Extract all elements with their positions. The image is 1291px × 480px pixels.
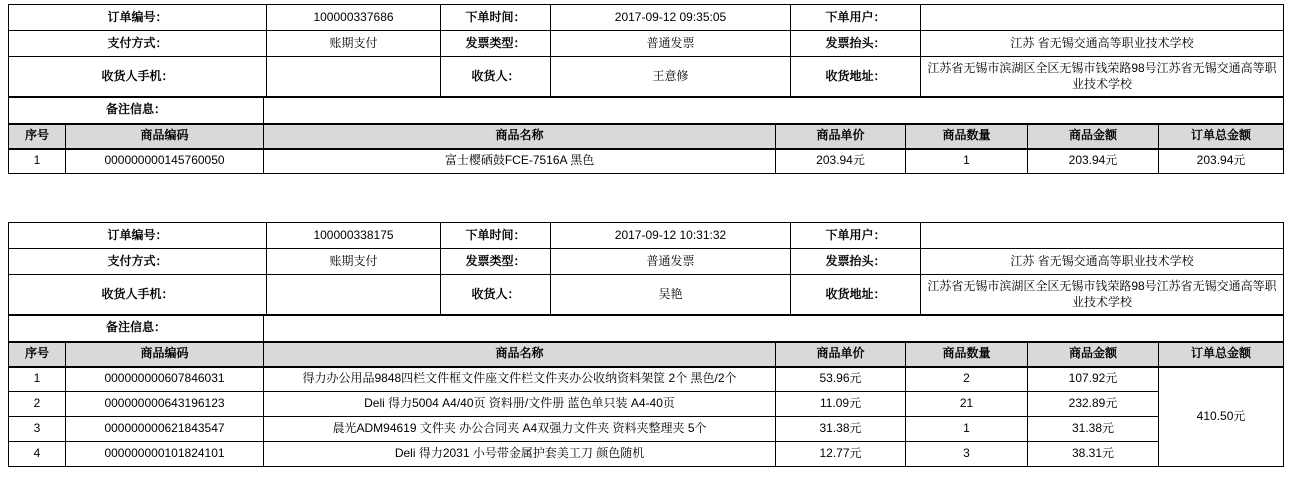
address-label: 收货地址： (791, 275, 921, 315)
order-total-value: 203.94元 (1159, 149, 1284, 174)
col-amount: 商品金额 (1028, 342, 1159, 367)
receiver-value: 吴艳 (551, 275, 791, 315)
item-index: 1 (9, 149, 66, 174)
order-block-1 (8, 4, 1283, 174)
item-code: 000000000145760050 (66, 149, 264, 174)
order-items-table-2 (8, 315, 1284, 467)
order-no-label: 订单编号： (9, 223, 267, 249)
payment-value: 账期支付 (267, 31, 441, 57)
order-info-row (9, 223, 1284, 249)
order-info-row (9, 31, 1284, 57)
order-user-label: 下单用户： (791, 223, 921, 249)
invoice-type-value: 普通发票 (551, 249, 791, 275)
order-info-table-2 (8, 222, 1284, 315)
address-value: 江苏省无锡市滨湖区全区无锡市钱荣路98号江苏省无锡交通高等职业技术学校 (921, 57, 1284, 97)
order-items-table-1 (8, 97, 1284, 174)
item-qty: 2 (906, 367, 1028, 392)
order-user-label: 下单用户： (791, 5, 921, 31)
order-info-table-1 (8, 4, 1284, 97)
col-price: 商品单价 (776, 342, 906, 367)
item-amount: 232.89元 (1028, 392, 1159, 417)
remark-row (9, 98, 1284, 124)
phone-value (267, 57, 441, 97)
item-qty: 21 (906, 392, 1028, 417)
item-row (9, 149, 1284, 174)
order-no-label: 订单编号： (9, 5, 267, 31)
item-amount: 107.92元 (1028, 367, 1159, 392)
item-name: 富士樱硒鼓FCE-7516A 黑色 (264, 149, 776, 174)
item-name: Deli 得力5004 A4/40页 资料册/文件册 蓝色单只装 A4-40页 (264, 392, 776, 417)
invoice-title-value: 江苏 省无锡交通高等职业技术学校 (921, 31, 1284, 57)
spacer (8, 174, 1283, 222)
address-value: 江苏省无锡市滨湖区全区无锡市钱荣路98号江苏省无锡交通高等职业技术学校 (921, 275, 1284, 315)
item-amount: 203.94元 (1028, 149, 1159, 174)
col-name: 商品名称 (264, 124, 776, 149)
col-index: 序号 (9, 124, 66, 149)
receiver-label: 收货人： (441, 275, 551, 315)
payment-label: 支付方式： (9, 249, 267, 275)
item-code: 000000000621843547 (66, 417, 264, 442)
phone-value (267, 275, 441, 315)
col-code: 商品编码 (66, 124, 264, 149)
remark-label: 备注信息： (9, 98, 264, 124)
invoice-title-label: 发票抬头： (791, 249, 921, 275)
item-row (9, 367, 1284, 392)
receiver-label: 收货人： (441, 57, 551, 97)
order-info-row (9, 57, 1284, 97)
col-price: 商品单价 (776, 124, 906, 149)
phone-label: 收货人手机： (9, 275, 267, 315)
item-code: 000000000101824101 (66, 442, 264, 467)
col-qty: 商品数量 (906, 342, 1028, 367)
item-index: 2 (9, 392, 66, 417)
address-label: 收货地址： (791, 57, 921, 97)
item-qty: 1 (906, 149, 1028, 174)
col-qty: 商品数量 (906, 124, 1028, 149)
payment-value: 账期支付 (267, 249, 441, 275)
remark-value (264, 316, 1284, 342)
remark-label: 备注信息： (9, 316, 264, 342)
invoice-type-label: 发票类型： (441, 31, 551, 57)
item-row (9, 442, 1284, 467)
item-index: 3 (9, 417, 66, 442)
order-no-value: 100000337686 (267, 5, 441, 31)
item-qty: 1 (906, 417, 1028, 442)
item-price: 31.38元 (776, 417, 906, 442)
item-qty: 3 (906, 442, 1028, 467)
item-row (9, 392, 1284, 417)
item-code: 000000000607846031 (66, 367, 264, 392)
item-code: 000000000643196123 (66, 392, 264, 417)
invoice-type-value: 普通发票 (551, 31, 791, 57)
order-no-value: 100000338175 (267, 223, 441, 249)
item-amount: 31.38元 (1028, 417, 1159, 442)
order-info-row (9, 249, 1284, 275)
item-name: 得力办公用品9848四栏文件框文件座文件栏文件夹办公收纳资料架筐 2个 黑色/2个 (264, 367, 776, 392)
item-price: 12.77元 (776, 442, 906, 467)
col-order-total: 订单总金额 (1159, 342, 1284, 367)
items-header-row (9, 124, 1284, 149)
col-index: 序号 (9, 342, 66, 367)
col-code: 商品编码 (66, 342, 264, 367)
payment-label: 支付方式： (9, 31, 267, 57)
item-index: 1 (9, 367, 66, 392)
item-price: 203.94元 (776, 149, 906, 174)
invoice-title-value: 江苏 省无锡交通高等职业技术学校 (921, 249, 1284, 275)
item-row (9, 417, 1284, 442)
order-user-value (921, 223, 1284, 249)
order-time-value: 2017-09-12 09:35:05 (551, 5, 791, 31)
item-price: 11.09元 (776, 392, 906, 417)
order-info-row (9, 5, 1284, 31)
order-time-label: 下单时间： (441, 5, 551, 31)
remark-value (264, 98, 1284, 124)
invoice-title-label: 发票抬头： (791, 31, 921, 57)
remark-row (9, 316, 1284, 342)
order-user-value (921, 5, 1284, 31)
receiver-value: 王意修 (551, 57, 791, 97)
order-info-row (9, 275, 1284, 315)
order-time-label: 下单时间： (441, 223, 551, 249)
invoice-type-label: 发票类型： (441, 249, 551, 275)
order-time-value: 2017-09-12 10:31:32 (551, 223, 791, 249)
items-header-row (9, 342, 1284, 367)
col-name: 商品名称 (264, 342, 776, 367)
item-amount: 38.31元 (1028, 442, 1159, 467)
order-total-value: 410.50元 (1159, 367, 1284, 467)
phone-label: 收货人手机： (9, 57, 267, 97)
col-order-total: 订单总金额 (1159, 124, 1284, 149)
item-index: 4 (9, 442, 66, 467)
item-price: 53.96元 (776, 367, 906, 392)
order-block-2 (8, 222, 1283, 467)
item-name: 晨光ADM94619 文件夹 办公合同夹 A4双强力文件夹 资料夹整理夹 5个 (264, 417, 776, 442)
item-name: Deli 得力2031 小号带金属护套美工刀 颜色随机 (264, 442, 776, 467)
col-amount: 商品金额 (1028, 124, 1159, 149)
